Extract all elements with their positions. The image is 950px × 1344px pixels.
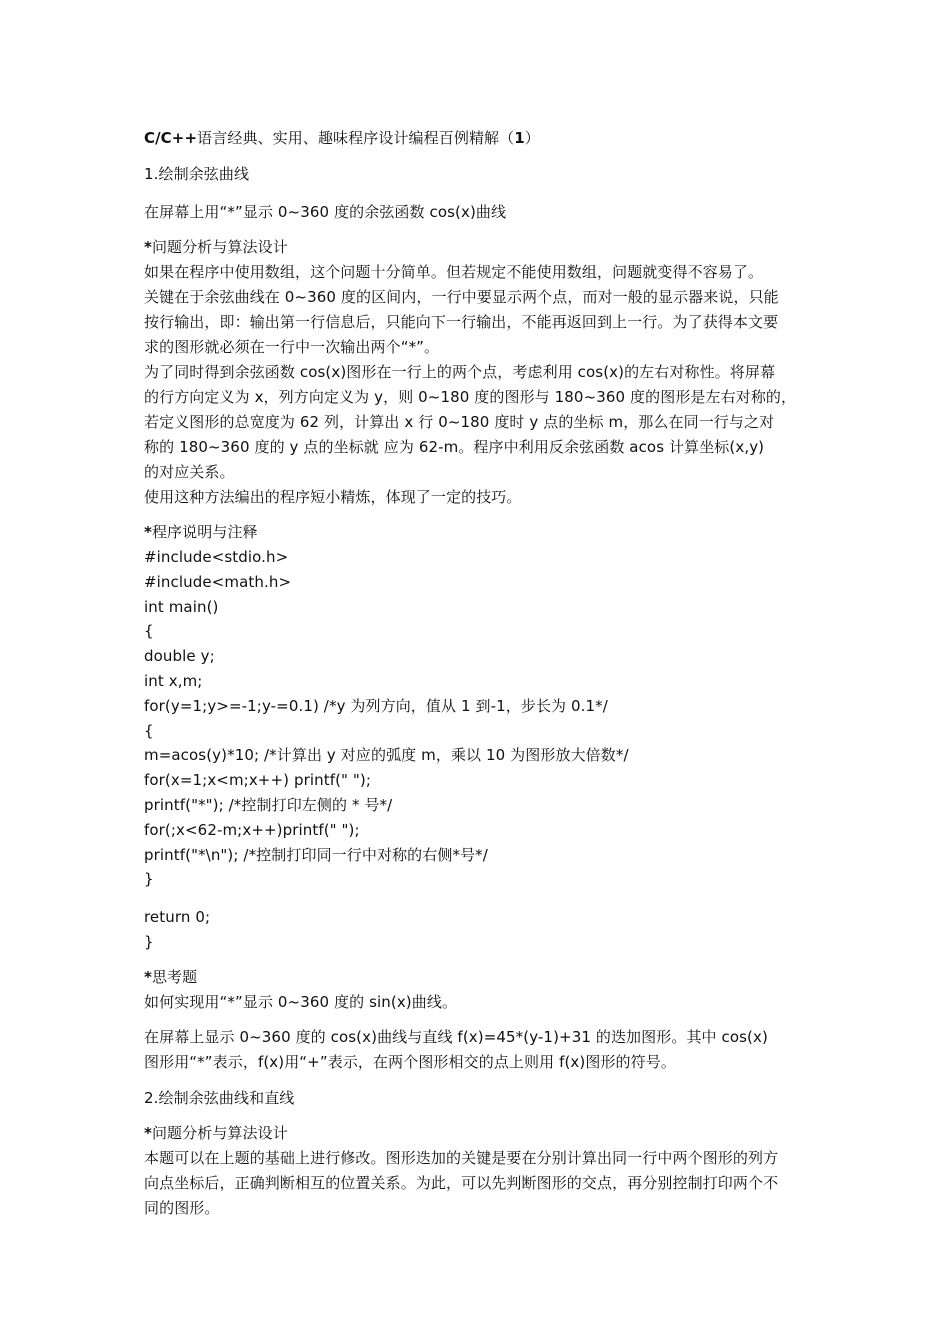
code-line: m=acos(y)*10; /*计算出 y 对应的弧度 m，乘以 10 为图形放大倍数*/ — [144, 746, 629, 765]
bullet-star: * — [144, 523, 152, 541]
code-line: for(x=1;x<m;x++) printf(" "); — [144, 771, 372, 790]
code-line: } — [144, 870, 154, 889]
code-line: printf("*\n"); /*控制打印同一行中对称的右侧*号*/ — [144, 845, 488, 864]
section1-think-heading — [144, 965, 810, 990]
section2-analysis-heading-text: 问题分析与算法设计 — [151, 1123, 288, 1142]
title-prefix: C/C++ — [144, 129, 198, 147]
analysis-line: 如果在程序中使用数组，这个问题十分简单。但若规定不能使用数组，问题就变得不容易了。 — [144, 263, 764, 281]
document-title — [144, 126, 810, 151]
extra-line: 图形用“*”表示，f(x)用“+”表示，在两个图形相交的点上则用 f(x)图形的符号。 — [144, 1052, 676, 1071]
analysis-line: 关键在于余弦曲线在 0~360 度的区间内，一行中要显示两个点，而对一般的显示器来说，只能 — [144, 288, 779, 306]
section1-think-heading-text: 思考题 — [151, 967, 198, 986]
section1-heading: 1.绘制余弦曲线 — [144, 165, 250, 183]
code-line: int main() — [144, 597, 219, 616]
section1-extra — [144, 1025, 810, 1075]
section1-analysis-body — [144, 260, 810, 510]
code-line: return 0; — [144, 908, 211, 927]
analysis-line: 求的图形就必须在一行中一次输出两个“*”。 — [144, 338, 440, 356]
analysis-line: 向点坐标后，正确判断相互的位置关系。为此，可以先判断图形的交点，再分别控制打印两个不 — [144, 1173, 779, 1192]
analysis-line: 称的 180~360 度的 y 点的坐标就 应为 62-m。程序中利用反余弦函数 acos 计算坐标(x,y) — [144, 438, 765, 456]
section1-program-heading-text: 程序说明与注释 — [151, 523, 258, 541]
code-line: #include<stdio.h> — [144, 548, 289, 566]
analysis-line: 为了同时得到余弦函数 cos(x)图形在一行上的两个点，考虑利用 cos(x)的左右对称性。将屏幕 — [144, 363, 776, 381]
code-listing-tail — [144, 905, 810, 955]
title-suffix: ） — [524, 129, 540, 147]
analysis-line: 若定义图形的总宽度为 62 列，计算出 x 行 0~180 度时 y 点的坐标 m，那么在同一行与之对 — [144, 413, 775, 431]
section1-think-text: 如何实现用“*”显示 0~360 度的 sin(x)曲线。 — [144, 992, 458, 1011]
bullet-star: * — [144, 1123, 152, 1142]
section1-analysis-heading-text: 问题分析与算法设计 — [151, 238, 288, 256]
code-line: { — [144, 721, 154, 740]
document-page — [144, 126, 810, 1221]
bullet-star: * — [144, 238, 152, 256]
section2-heading: 2.绘制余弦曲线和直线 — [144, 1088, 295, 1107]
section1-program-heading — [144, 520, 810, 545]
code-line: for(;x<62-m;x++)printf(" "); — [144, 820, 360, 839]
title-middle: 语言经典、实用、趣味程序设计编程百例精解（ — [197, 129, 515, 147]
extra-line: 在屏幕上显示 0~360 度的 cos(x)曲线与直线 f(x)=45*(y-1)+31 的迭加图形。其中 cos(x) — [144, 1027, 768, 1046]
section1-task: 在屏幕上用“*”显示 0~360 度的余弦函数 cos(x)曲线 — [144, 203, 507, 221]
analysis-line: 同的图形。 — [144, 1198, 220, 1217]
section2-analysis-body — [144, 1146, 810, 1221]
code-listing — [144, 545, 810, 892]
bullet-star: * — [144, 967, 152, 986]
analysis-line: 的行方向定义为 x，列方向定义为 y，则 0~180 度的图形与 180~360 度的图形是左右对称的， — [144, 388, 797, 406]
analysis-line: 按行输出，即：输出第一行信息后，只能向下一行输出，不能再返回到上一行。为了获得本文要 — [144, 313, 779, 331]
code-line: { — [144, 622, 154, 641]
code-line: } — [144, 932, 154, 951]
section2-analysis-heading — [144, 1121, 810, 1146]
code-line: double y; — [144, 647, 215, 666]
analysis-line: 使用这种方法编出的程序短小精炼，体现了一定的技巧。 — [144, 488, 522, 506]
code-line: #include<math.h> — [144, 572, 292, 591]
code-line: for(y=1;y>=-1;y-=0.1) /*y 为列方向，值从 1 到-1，步长为 0.1*/ — [144, 696, 608, 715]
code-line: printf("*"); /*控制打印左侧的 * 号*/ — [144, 795, 393, 814]
title-number: 1 — [514, 129, 525, 147]
analysis-line: 本题可以在上题的基础上进行修改。图形迭加的关键是要在分别计算出同一行中两个图形的列方 — [144, 1148, 779, 1167]
code-line: int x,m; — [144, 671, 203, 690]
section1-analysis-heading — [144, 235, 810, 260]
analysis-line: 的对应关系。 — [144, 463, 235, 481]
